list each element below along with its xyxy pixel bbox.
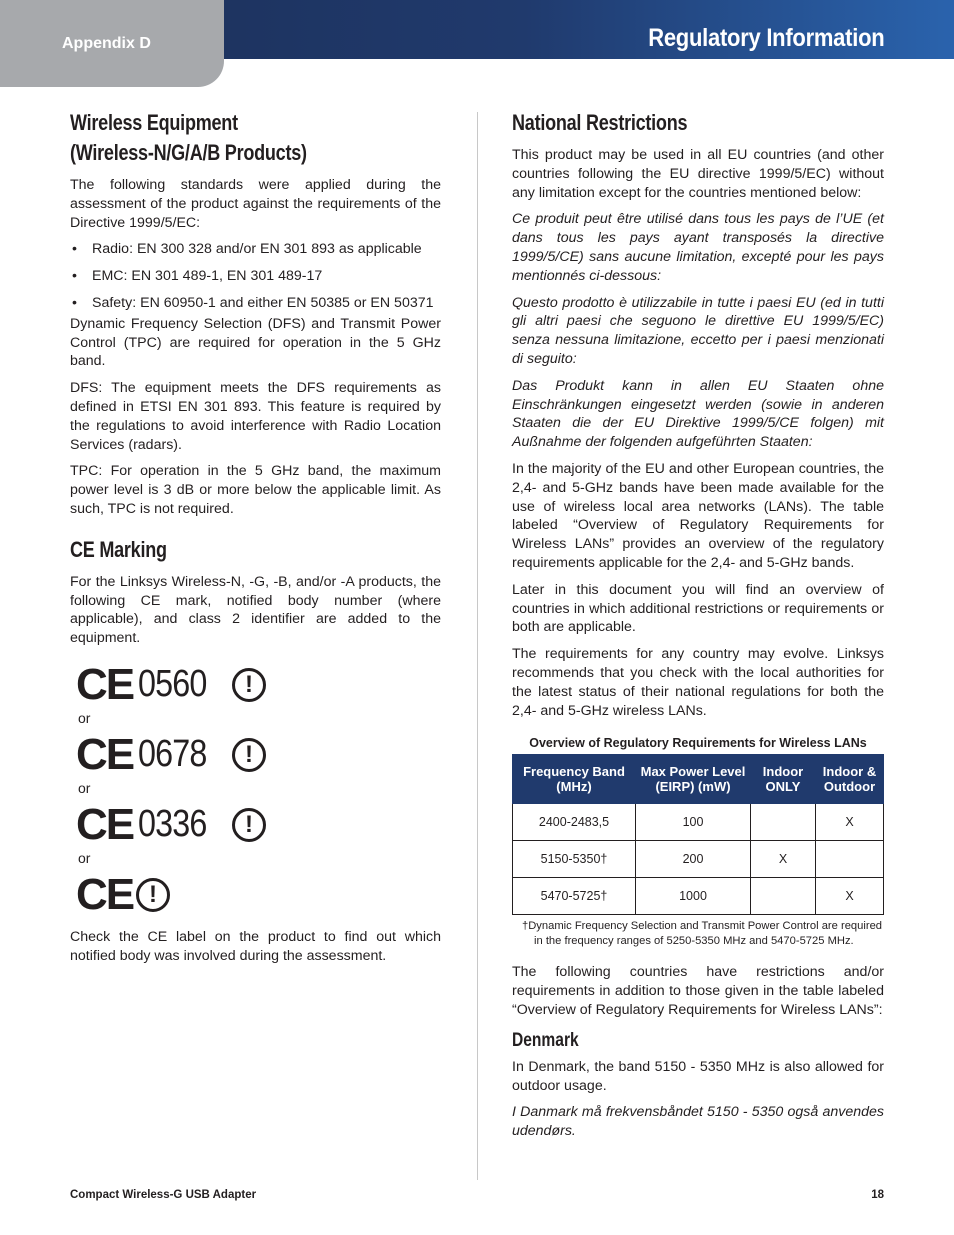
table-cell: 2400-2483,5 (513, 804, 636, 841)
ce-logo: CE (76, 729, 134, 779)
table-row (513, 804, 884, 841)
standards-list (70, 240, 441, 312)
or-label: or (78, 779, 91, 796)
paragraph-de: Das Produkt kann in allen EU Staaten ohne Einschränkungen eingesetzt werden (sowie in anderen Staaten die der EU Direktive 1999/5/CE folgen) mit Außnahme der folgenden aufgeführten Staaten: (512, 377, 884, 451)
heading-line-2: (Wireless-N/G/A/B Products) (70, 140, 307, 165)
table-header: Indoor & Outdoor (816, 755, 884, 804)
ce-logo: CE (76, 799, 134, 849)
list-item: • EMC: EN 301 489-1, EN 301 489-17 (70, 267, 441, 286)
dfs-tpc-paragraph: Dynamic Frequency Selection (DFS) and Transmit Power Control (TPC) are required for operation in the 5 GHz band. (70, 315, 441, 370)
table-cell (751, 878, 816, 915)
paragraph-evolve: The requirements for any country may evolve. Linksys recommends that you check with the local authorities for the latest status of their national regulations for both the 2,4- and 5-GHz wireless LANs. (512, 646, 884, 719)
table-cell: X (751, 841, 816, 878)
table-cell: 5150-5350† (513, 841, 636, 878)
appendix-tab (0, 0, 224, 87)
alert-icon: ! (136, 878, 170, 912)
paragraph-fr: Ce produit peut être utilisé dans tous les pays de l’UE (et dans tous les pays ayant transposés la directive 1999/5/CE) sans aucune limitation, excepté pour les pays mentionnés ci-dessous: (512, 211, 884, 284)
right-column (512, 108, 884, 1149)
table-header: Max Power Level (EIRP) (mW) (636, 755, 751, 804)
column-divider (477, 112, 478, 1180)
table-row (513, 878, 884, 915)
table-header: Indoor ONLY (751, 755, 816, 804)
table-cell: X (816, 878, 884, 915)
list-item: • Safety: EN 60950-1 and either EN 50385 or EN 50371 (70, 294, 441, 313)
ce-logo: CE (76, 869, 134, 919)
table-cell: 1000 (636, 878, 751, 915)
dfs-paragraph: DFS: The equipment meets the DFS requirements as defined in ETSI EN 301 893. This feature is required by the regulations to avoid interference with Radio Location Services (radars). (70, 380, 441, 453)
ce-check-paragraph: Check the CE label on the product to find out which notified body was involved during the assessment. (70, 928, 441, 964)
ce-intro: For the Linksys Wireless-N, -G, -B, and/or -A products, the following CE mark, notified body number (where applicable), and class 2 identifier are added to the equipment. (70, 573, 441, 647)
ce-mark-0560 (76, 659, 441, 709)
notified-body-number: 0560 (138, 663, 207, 706)
wireless-equipment-heading (70, 108, 374, 168)
or-label: or (78, 709, 91, 726)
left-column (70, 108, 441, 974)
table-row (513, 841, 884, 878)
standards-intro: The following standards were applied during the assessment of the product against the requirements of the Directive 1999/5/EC: (70, 177, 441, 231)
footer-product: Compact Wireless-G USB Adapter (70, 1189, 257, 1201)
appendix-label: Appendix D (62, 35, 151, 52)
page-title: Regulatory Information (647, 24, 884, 52)
notified-body-number: 0678 (138, 733, 207, 776)
paragraph-it: Questo prodotto è utilizzabile in tutte i paesi EU (ed in tutti gli altri paesi che seguono le direttive EU 1999/5/EC) senza nessuna limitazione, eccetto per i paesi menzionati di seguito: (512, 294, 884, 367)
page-number: 18 (871, 1189, 884, 1201)
paragraph-later: Later in this document you will find an overview of countries in which additional restrictions or requirements or both are applicable. (512, 581, 884, 636)
heading-line-1: Wireless Equipment (70, 110, 238, 135)
table-header: Frequency Band (MHz) (513, 755, 636, 804)
table-caption: Overview of Regulatory Requirements for Wireless LANs (529, 736, 867, 751)
or-label: or (78, 849, 91, 866)
denmark-da: I Danmark må frekvensbåndet 5150 - 5350 også anvendes udendørs. (512, 1104, 884, 1140)
denmark-en: In Denmark, the band 5150 - 5350 MHz is also allowed for outdoor usage. (512, 1058, 884, 1094)
table-cell: 200 (636, 841, 751, 878)
table-cell: X (816, 804, 884, 841)
regulatory-table (512, 754, 884, 915)
paragraph-bands: In the majority of the EU and other European countries, the 2,4- and 5-GHz bands have been made available for the use of wireless local area networks (LANs). The table labeled “Overview of Regulatory Requirements for Wireless LANs” provides an overview of the regulatory requirements applicable for the 2,4- and 5-GHz bands. (512, 460, 884, 571)
ce-mark-0336 (76, 799, 441, 849)
alert-icon: ! (232, 808, 266, 842)
ce-logo: CE (76, 659, 134, 709)
table-cell (751, 804, 816, 841)
ce-marking-heading: CE Marking (70, 536, 167, 562)
alert-icon: ! (232, 738, 266, 772)
alert-icon: ! (232, 668, 266, 702)
notified-body-number: 0336 (138, 803, 207, 846)
denmark-heading: Denmark (512, 1029, 579, 1051)
table-cell: 100 (636, 804, 751, 841)
table-footnote: †Dynamic Frequency Selection and Transmit Power Control are required in the frequency ranges of 5250-5350 MHz and 5470-5725 MHz. (522, 920, 883, 948)
paragraph-countries: The following countries have restrictions and/or requirements in addition to those given in the table labeled “Overview of Regulatory Requirements for Wireless LANs”: (512, 964, 884, 1018)
table-cell: 5470-5725† (513, 878, 636, 915)
paragraph-en: This product may be used in all EU countries (and other countries following the EU directive 1999/5/EC) without any limitation except for the countries mentioned below: (512, 147, 884, 201)
tpc-paragraph: TPC: For operation in the 5 GHz band, the maximum power level is 3 dB or more below the applicable limit. As such, TPC is not required. (70, 463, 441, 517)
table-header-row (513, 755, 884, 804)
ce-mark-plain (76, 869, 441, 919)
ce-mark-0678 (76, 729, 441, 779)
national-restrictions-heading: National Restrictions (512, 110, 688, 135)
table-cell (816, 841, 884, 878)
list-item: • Radio: EN 300 328 and/or EN 301 893 as applicable (70, 240, 441, 259)
